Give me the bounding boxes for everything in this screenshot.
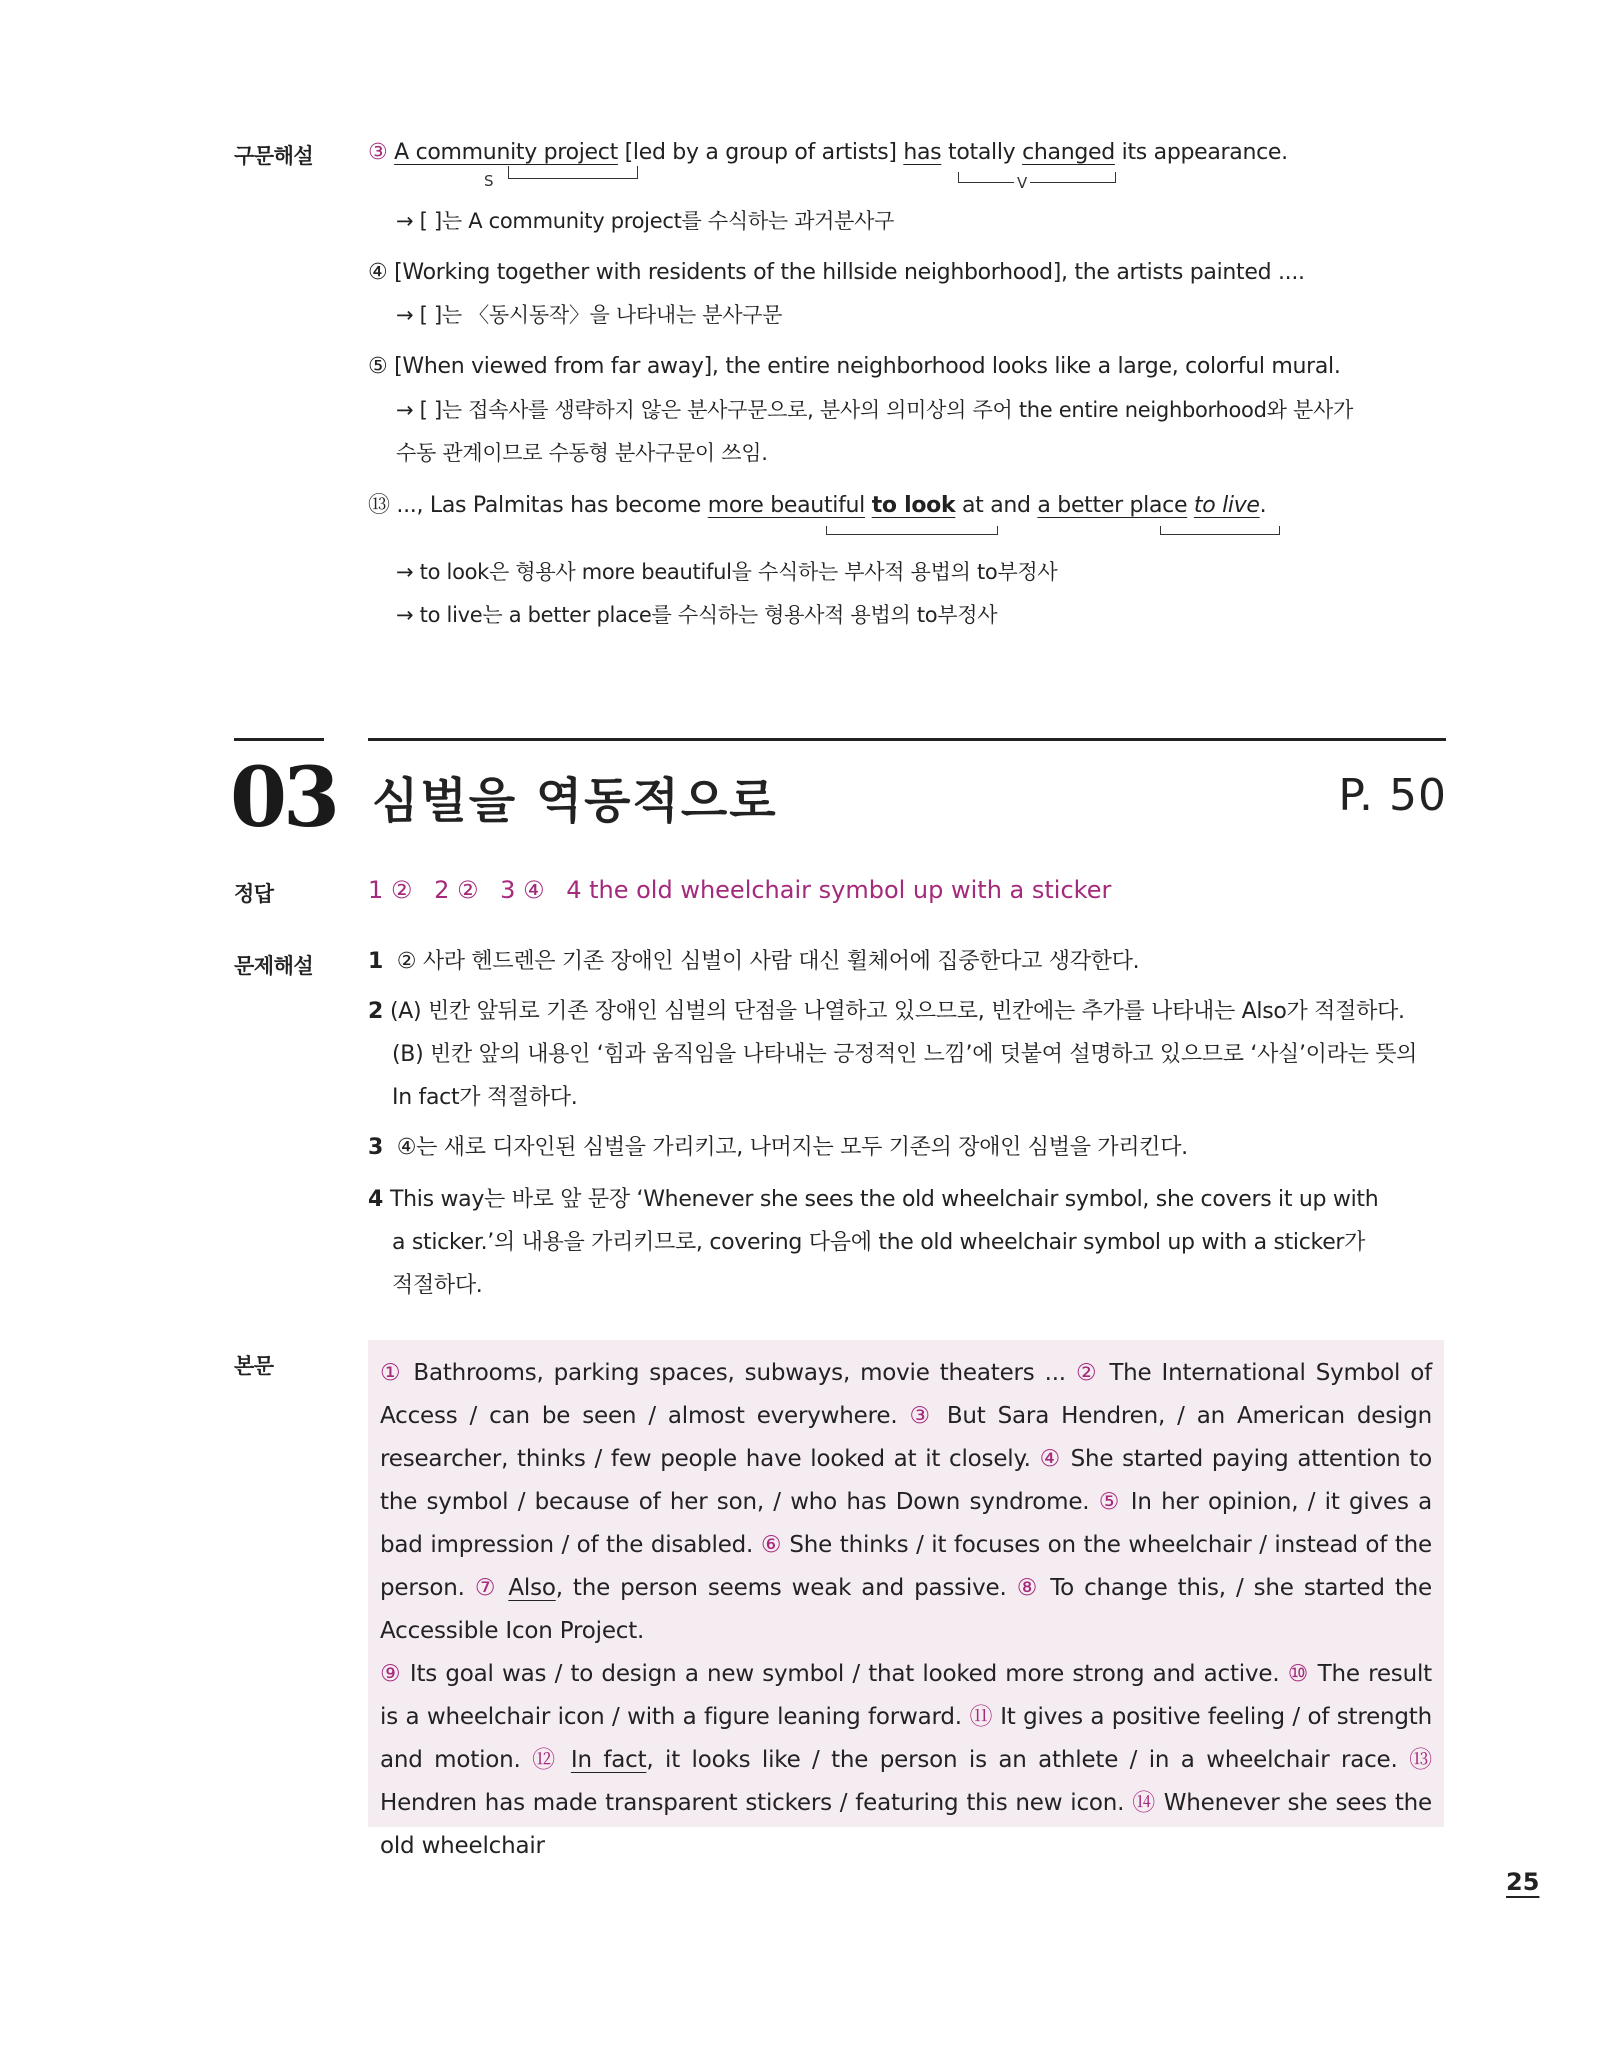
sentence: In her opinion, / it gives a bad impression / of the disabled. [380, 1489, 1432, 1558]
sentence-number: ⑨ [380, 1661, 402, 1687]
verb-has: has [903, 140, 942, 165]
answer-3: 3 ④ [500, 876, 545, 904]
section-label-syntax: 구문해설 [234, 144, 314, 168]
section-label-answers: 정답 [234, 882, 274, 906]
explanation-text: (B) 빈칸 앞의 내용인 ‘힘과 움직임을 나타내는 긍정적인 느낌’에 덧붙여 설명하고 있으므로 ‘사실’이라는 뜻의 [392, 1042, 1418, 1067]
sentence-number: ⑭ [1132, 1790, 1156, 1816]
sentence: But Sara Hendren, / an American design researcher, thinks / few people have looked at it closely. [380, 1403, 1432, 1472]
bracket-phrase: [led by a group of artists] [624, 140, 897, 165]
main-text [380, 1352, 1432, 1868]
syntax-note-5b: 수동 관계이므로 수동형 분사구문이 쓰임. [396, 441, 768, 465]
sentence: To change this, / she started the Accessible Icon Project. [380, 1575, 1432, 1644]
sentence: Whenever she sees the old wheelchair [380, 1790, 1432, 1859]
answer-2: 2 ② [434, 876, 479, 904]
sentence-number: ② [1075, 1360, 1100, 1386]
explanation-1 [368, 940, 1448, 983]
syntax-note-13b: → to live는 a better place를 수식하는 형용사적 용법의 to부정사 [396, 603, 998, 627]
syntax-note-4: → [ ]는 〈동시동작〉을 나타내는 분사구문 [396, 303, 783, 327]
infinitive-to-look: to look [871, 493, 956, 518]
modifier-bracket-b [1160, 526, 1280, 535]
modifier-bracket-a [826, 526, 998, 535]
explanation-2 [368, 990, 1448, 1119]
blank-answer-also: Also [508, 1575, 556, 1601]
section-title: 심벌을 역동적으로 [372, 773, 778, 829]
sentence: Its goal was / to design a new symbol / that looked more strong and active. [409, 1661, 1280, 1687]
page-reference: P. 50 [1338, 770, 1447, 821]
adverb: totally [948, 140, 1016, 165]
explanation-number: 1 [368, 949, 384, 974]
title-rule [368, 738, 1446, 741]
explanation-number: 3 [368, 1135, 384, 1160]
sentence: It gives a positive feeling / of strength and motion. [380, 1704, 1433, 1773]
section-label-main-text: 본문 [234, 1354, 274, 1378]
sentence-number: ⑦ [474, 1575, 499, 1601]
sentence: She thinks / it focuses on the wheelchair / instead of the person. [380, 1532, 1432, 1601]
explanation-number: 2 [368, 999, 384, 1024]
syntax-line-3 [368, 138, 1455, 168]
explanation-text: ② 사라 헨드렌은 기존 장애인 심벌이 사람 대신 휠체어에 집중한다고 생각한다. [396, 949, 1140, 974]
verb-bracket-line [958, 172, 1116, 183]
sentence-number: ⑤ [1098, 1489, 1122, 1515]
sentence: Hendren has made transparent stickers / featuring this new icon. [380, 1790, 1125, 1816]
syntax-note-5a: → [ ]는 접속사를 생략하지 않은 분사구문으로, 분사의 의미상의 주어 the entire neighborhood와 분사가 [396, 398, 1353, 422]
sentence-number: ① [380, 1360, 404, 1386]
syntax-line-5: ⑤ [When viewed from far away], the entire neighborhood looks like a large, colorful mural. [368, 354, 1341, 379]
sentence: , the person seems weak and passive. [555, 1575, 1007, 1601]
sentence-number: ④ [1039, 1446, 1062, 1472]
blank-answer-in-fact: In fact [570, 1747, 647, 1773]
answers-row [368, 876, 1125, 904]
object-phrase: its appearance. [1121, 140, 1288, 165]
syntax-note-13a: → to look은 형용사 more beautiful을 수식하는 부사적 용법의 to부정사 [396, 560, 1058, 584]
infinitive-to-live: to live [1193, 493, 1260, 518]
sentence-number: ⑫ [532, 1747, 560, 1773]
sentence: , it looks like / the person is an athlete / in a wheelchair race. [646, 1747, 1398, 1773]
noun-phrase: a better place [1037, 493, 1188, 518]
section-label-explanations: 문제해설 [234, 954, 314, 978]
explanation-4 [368, 1178, 1448, 1307]
sentence-number: ③ [909, 1403, 935, 1429]
section-number: 03 [230, 750, 337, 846]
subject-bracket-line [508, 166, 638, 179]
sentence: Bathrooms, parking spaces, subways, movie theaters ... [413, 1360, 1066, 1386]
sentence-13-start: ⑬ ..., Las Palmitas has become [368, 493, 702, 518]
verb-changed: changed [1022, 140, 1115, 165]
explanation-3 [368, 1126, 1448, 1169]
sentence: She started paying attention to the symbol / because of her son, / who has Down syndrome. [380, 1446, 1433, 1515]
adjective-phrase: more beautiful [707, 493, 865, 518]
answer-1: 1 ② [368, 876, 413, 904]
subject-phrase: A community project [394, 140, 618, 165]
sentence-number: ⑬ [1409, 1747, 1432, 1773]
subject-marker: S [484, 172, 494, 190]
number-rule [234, 738, 324, 741]
answer-4: 4 the old wheelchair symbol up with a sticker [566, 876, 1112, 904]
page-number: 25 [1506, 1868, 1540, 1896]
explanation-text: (A) 빈칸 앞뒤로 기존 장애인 심벌의 단점을 나열하고 있으므로, 빈칸에는 추가를 나타내는 Also가 적절하다. [390, 999, 1405, 1024]
sentence-number: ⑥ [760, 1532, 782, 1558]
sentence-13-end: . [1259, 493, 1267, 518]
explanation-number: 4 [368, 1187, 384, 1212]
syntax-note-3: → [ ]는 A community project를 수식하는 과거분사구 [396, 209, 895, 233]
explanation-text: In fact가 적절하다. [392, 1085, 578, 1110]
sentence: The International Symbol of Access / can be seen / almost everywhere. [380, 1360, 1432, 1429]
syntax-line-4: ④ [Working together with residents of the hillside neighborhood], the artists painted .... [368, 260, 1305, 285]
syntax-line-13 [368, 491, 1455, 521]
explanation-text: a sticker.’의 내용을 가리키므로, covering 다음에 the old wheelchair symbol up with a sticker가 [392, 1230, 1366, 1255]
sentence-number: ⑧ [1016, 1575, 1041, 1601]
sentence-13-mid: at and [962, 493, 1031, 518]
explanation-text: This way는 바로 앞 문장 ‘Whenever she sees the old wheelchair symbol, she covers it up with [390, 1187, 1379, 1212]
sentence-number: ⑩ [1287, 1661, 1310, 1687]
verb-marker: V [1014, 174, 1030, 192]
explanation-text: 적절하다. [392, 1273, 483, 1298]
sentence-number: ⑪ [969, 1704, 993, 1730]
explanation-text: ④는 새로 디자인된 심벌을 가리키고, 나머지는 모두 기존의 장애인 심벌을 가리킨다. [396, 1135, 1188, 1160]
sentence: The result is a wheelchair icon / with a figure leaning forward. [380, 1661, 1432, 1730]
sentence-number: ③ [368, 140, 388, 165]
